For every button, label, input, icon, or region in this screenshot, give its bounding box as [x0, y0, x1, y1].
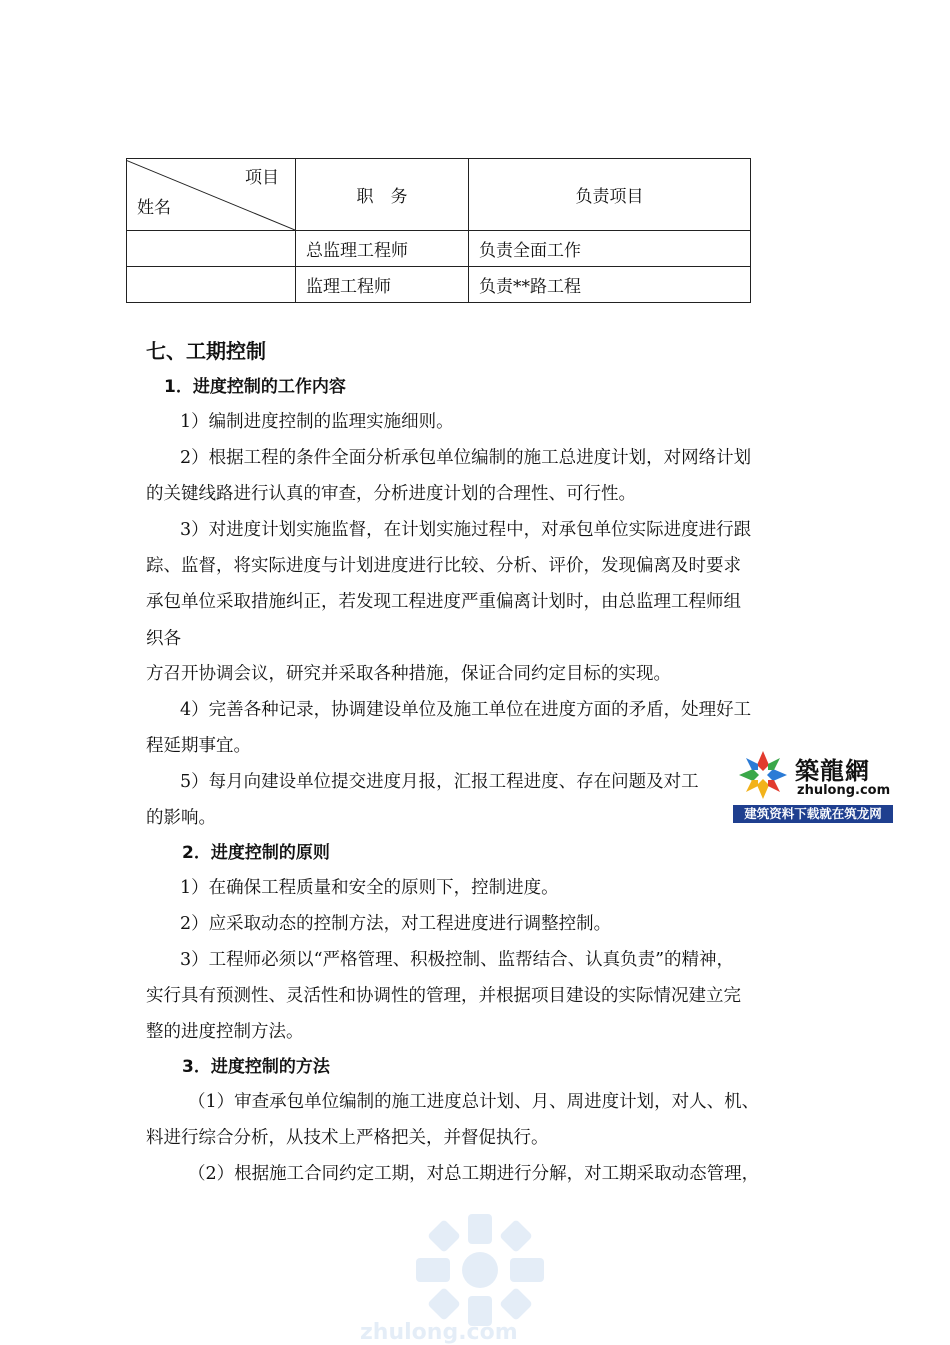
header-position: 职 务 — [296, 159, 469, 231]
cell-duty: 负责全面工作 — [469, 231, 751, 267]
paragraph-line: 承包单位采取措施纠正，若发现工程进度严重偏离计划时，由总监理工程师组 — [146, 592, 741, 612]
paragraph-line: 实行具有预测性、灵活性和协调性的管理，并根据项目建设的实际情况建立完 — [146, 986, 741, 1006]
subsection-title-3: 3．进度控制的方法 — [182, 1057, 330, 1077]
header-item-label: 项目 — [245, 168, 279, 188]
cell-name — [127, 267, 296, 303]
paragraph-line: 1）编制进度控制的监理实施细则。 — [180, 412, 454, 432]
header-duty: 负责项目 — [469, 159, 751, 231]
paragraph-line: 方召开协调会议，研究并采取各种措施，保证合同约定目标的实现。 — [146, 664, 671, 684]
logo-domain: zhulong.com — [797, 783, 891, 798]
logo-slogan: 建筑资料下载就在筑龙网 — [733, 805, 893, 823]
paragraph-line: 料进行综合分析，从技术上严格把关，并督促执行。 — [146, 1128, 549, 1148]
diagonal-header-cell — [127, 159, 296, 231]
paragraph-line: 1）在确保工程质量和安全的原则下，控制进度。 — [180, 878, 559, 898]
paragraph-line: 整的进度控制方法。 — [146, 1022, 304, 1042]
cell-duty: 负责**路工程 — [469, 267, 751, 303]
subsection-title-2: 2．进度控制的原则 — [182, 843, 330, 863]
logo-brand: 築龍網 — [795, 756, 870, 785]
subsection-title-1: 1．进度控制的工作内容 — [164, 377, 346, 397]
paragraph-line: 3）工程师必须以“严格管理、积极控制、监帮结合、认真负责”的精神， — [180, 950, 735, 970]
header-name-label: 姓名 — [137, 198, 171, 218]
table-row — [127, 267, 751, 303]
paragraph-line: 的关键线路进行认真的审查，分析进度计划的合理性、可行性。 — [146, 484, 636, 504]
cell-position: 总监理工程师 — [296, 231, 469, 267]
paragraph-line: 的影响。 — [146, 808, 216, 828]
paragraph-line: 织各 — [146, 629, 181, 649]
watermark-text: zhulong.com — [360, 1320, 518, 1345]
table-header-row — [127, 159, 751, 231]
cell-position: 监理工程师 — [296, 267, 469, 303]
zhulong-watermark — [350, 1210, 610, 1344]
paragraph-line: （2）根据施工合同约定工期，对总工期进行分解，对工期采取动态管理， — [188, 1164, 760, 1184]
zhulong-flower-icon — [733, 745, 793, 805]
paragraph-line: 踪、监督，将实际进度与计划进度进行比较、分析、评价，发现偏离及时要求 — [146, 556, 741, 576]
paragraph-line: 3）对进度计划实施监督，在计划实施过程中，对承包单位实际进度进行跟 — [180, 520, 752, 540]
paragraph-line: 程延期事宜。 — [146, 736, 251, 756]
staff-table — [126, 158, 751, 303]
paragraph-line: 5）每月向建设单位提交进度月报，汇报工程进度、存在问题及对工 — [180, 772, 699, 792]
cell-name — [127, 231, 296, 267]
table-row — [127, 231, 751, 267]
paragraph-line: （1）审查承包单位编制的施工进度总计划、月、周进度计划，对人、机、 — [188, 1092, 760, 1112]
paragraph-line: 2）应采取动态的控制方法，对工程进度进行调整控制。 — [180, 914, 612, 934]
paragraph-line: 2）根据工程的条件全面分析承包单位编制的施工总进度计划，对网络计划 — [180, 448, 752, 468]
paragraph-line: 4）完善各种记录，协调建设单位及施工单位在进度方面的矛盾，处理好工 — [180, 700, 752, 720]
zhulong-logo — [733, 745, 893, 825]
watermark-flower-icon — [410, 1210, 550, 1330]
section-title: 七、工期控制 — [146, 339, 266, 363]
